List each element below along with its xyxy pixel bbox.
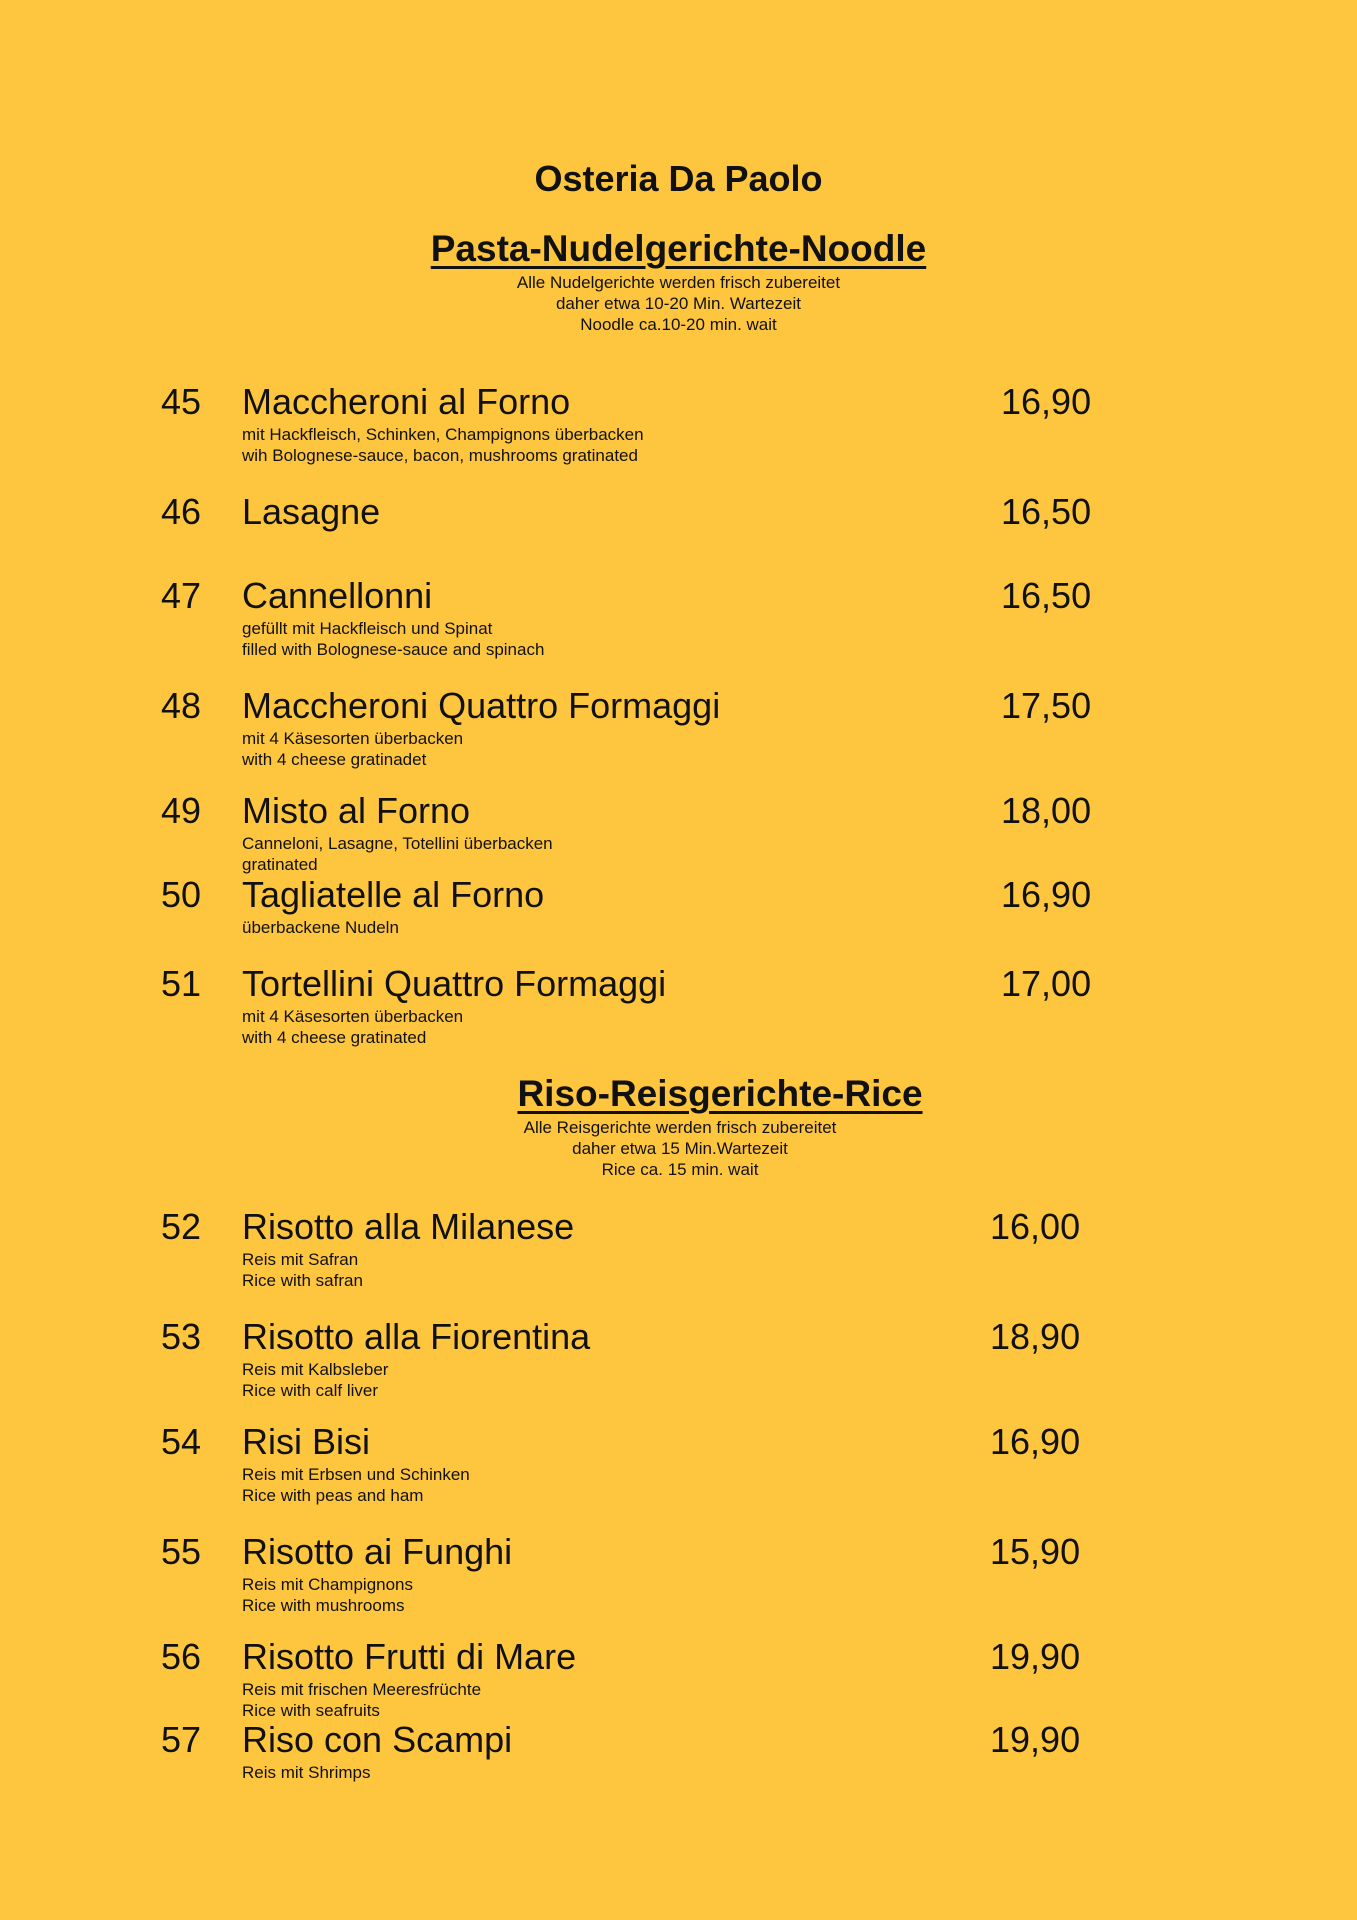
section-note: daher etwa 15 Min.Wartezeit (572, 1139, 788, 1158)
item-name: Maccheroni al Forno (242, 381, 571, 422)
item-desc: Reis mit Shrimps (242, 1763, 371, 1782)
item-number: 48 (161, 685, 202, 726)
restaurant-name: Osteria Da Paolo (534, 158, 823, 199)
item-price: 16,50 (1001, 575, 1092, 616)
item-number: 56 (161, 1636, 202, 1677)
item-price: 18,00 (1001, 790, 1092, 831)
item-number: 55 (161, 1531, 202, 1572)
item-desc: Rice with seafruits (242, 1701, 380, 1720)
item-price: 16,50 (1001, 491, 1092, 532)
item-name: Riso con Scampi (242, 1719, 513, 1760)
item-number: 47 (161, 575, 202, 616)
item-desc: Canneloni, Lasagne, Totellini überbacken (242, 834, 553, 853)
item-desc: Rice with calf liver (242, 1381, 379, 1400)
item-price: 19,90 (990, 1719, 1081, 1760)
section-note: Alle Reisgerichte werden frisch zubereitet (523, 1118, 837, 1137)
item-name: Cannellonni (242, 575, 433, 616)
item-desc: wih Bolognese-sauce, bacon, mushrooms gratinated (242, 446, 638, 465)
item-desc: Reis mit frischen Meeresfrüchte (242, 1680, 482, 1699)
item-price: 17,50 (1001, 685, 1092, 726)
item-desc: mit 4 Käsesorten überbacken (242, 729, 464, 748)
item-price: 16,00 (990, 1206, 1081, 1247)
item-desc: überbackene Nudeln (242, 918, 399, 937)
item-price: 15,90 (990, 1531, 1081, 1572)
item-desc: Reis mit Safran (242, 1250, 359, 1269)
item-name: Tortellini Quattro Formaggi (242, 963, 667, 1004)
item-desc: with 4 cheese gratinated (242, 1028, 427, 1047)
item-desc: Reis mit Erbsen und Schinken (242, 1465, 470, 1484)
item-number: 53 (161, 1316, 202, 1357)
item-number: 45 (161, 381, 202, 422)
item-desc: Rice with mushrooms (242, 1596, 405, 1615)
section-note: daher etwa 10-20 Min. Wartezeit (555, 294, 802, 313)
item-price: 17,00 (1001, 963, 1092, 1004)
item-price: 16,90 (990, 1421, 1081, 1462)
item-name: Risotto ai Funghi (242, 1531, 513, 1572)
item-price: 19,90 (990, 1636, 1081, 1677)
item-number: 51 (161, 963, 202, 1004)
item-number: 52 (161, 1206, 202, 1247)
item-name: Risotto Frutti di Mare (242, 1636, 577, 1677)
item-price: 16,90 (1001, 381, 1092, 422)
item-name: Tagliatelle al Forno (242, 874, 545, 915)
item-name: Risotto alla Milanese (242, 1206, 575, 1247)
item-price: 18,90 (990, 1316, 1081, 1357)
item-desc: filled with Bolognese-sauce and spinach (242, 640, 545, 659)
item-number: 49 (161, 790, 202, 831)
item-number: 46 (161, 491, 202, 532)
item-name: Risi Bisi (242, 1421, 371, 1462)
section-note: Rice ca. 15 min. wait (601, 1160, 759, 1179)
item-desc: Rice with peas and ham (242, 1486, 424, 1505)
item-number: 54 (161, 1421, 202, 1462)
item-desc: Reis mit Champignons (242, 1575, 414, 1594)
item-desc: mit 4 Käsesorten überbacken (242, 1007, 464, 1026)
section-note: Alle Nudelgerichte werden frisch zubereitet (516, 273, 841, 292)
section-title-rice: Riso-Reisgerichte-Rice (517, 1073, 923, 1114)
item-name: Maccheroni Quattro Formaggi (242, 685, 721, 726)
item-desc: Reis mit Kalbsleber (242, 1360, 389, 1379)
item-desc: gratinated (242, 855, 318, 874)
item-number: 57 (161, 1719, 202, 1760)
item-desc: gefüllt mit Hackfleisch und Spinat (242, 619, 493, 638)
section-title-pasta: Pasta-Nudelgerichte-Noodle (430, 228, 927, 269)
item-number: 50 (161, 874, 202, 915)
item-name: Lasagne (242, 491, 381, 532)
item-desc: mit Hackfleisch, Schinken, Champignons überbacken (242, 425, 644, 444)
item-desc: Rice with safran (242, 1271, 363, 1290)
item-price: 16,90 (1001, 874, 1092, 915)
item-name: Risotto alla Fiorentina (242, 1316, 591, 1357)
item-desc: with 4 cheese gratinadet (242, 750, 427, 769)
item-name: Misto al Forno (242, 790, 471, 831)
section-note: Noodle ca.10-20 min. wait (580, 315, 777, 334)
